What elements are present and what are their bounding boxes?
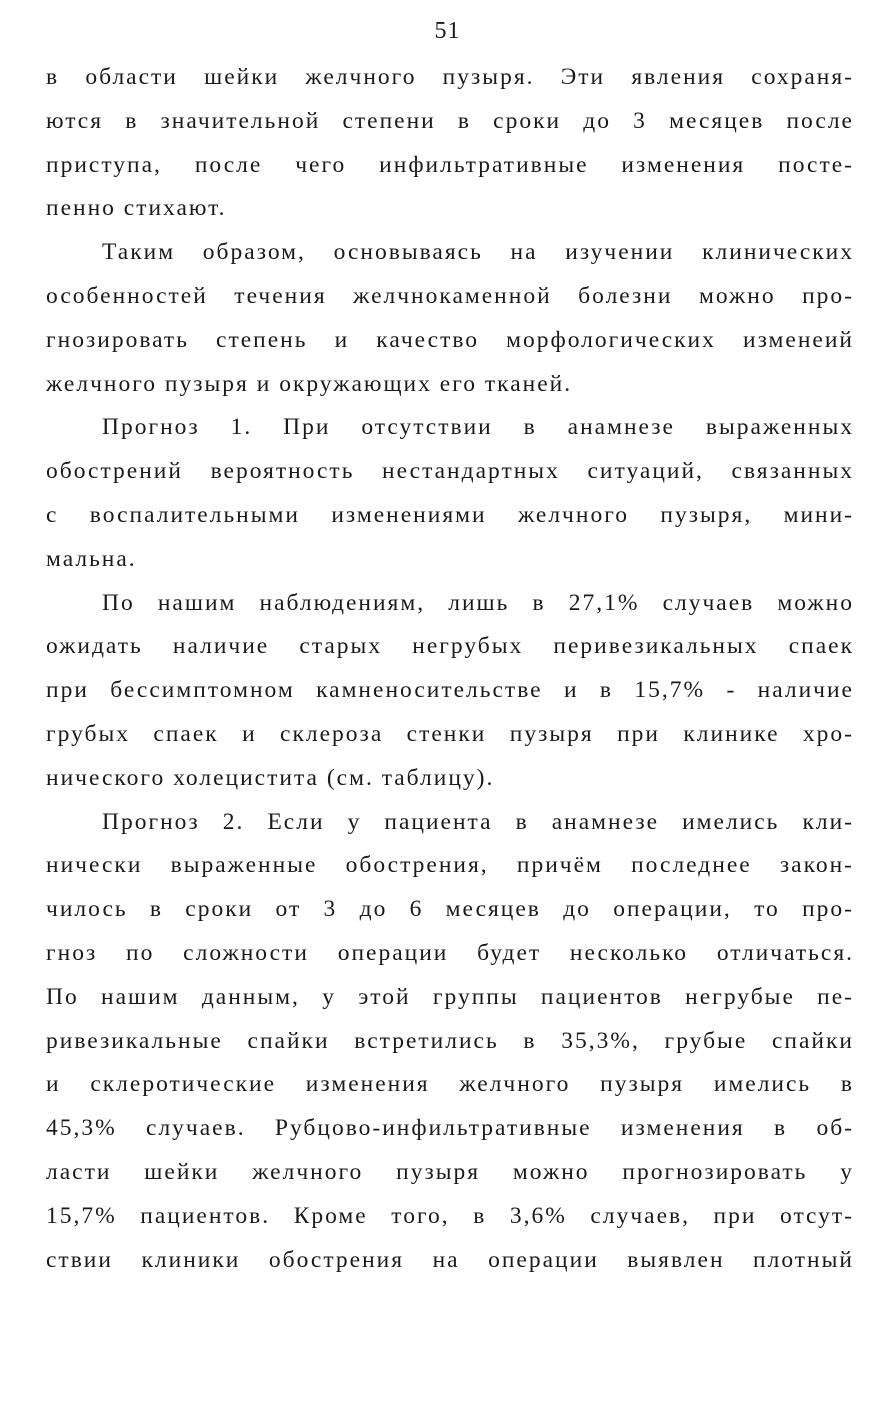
text-line: грубых спаек и склероза стенки пузыря при клинике хро- (46, 720, 854, 747)
text-line: 45,3% случаев. Рубцово-инфильтративные изменения в об- (46, 1115, 854, 1142)
document-body (46, 56, 854, 1282)
text-line: гноз по сложности операции будет несколько отличаться. (46, 939, 854, 966)
paragraph (46, 56, 854, 231)
paragraph (46, 406, 854, 581)
text-line: По нашим данным, у этой группы пациентов негрубые пе- (46, 983, 854, 1010)
text-line: ласти шейки желчного пузыря можно прогнозировать у (46, 1158, 854, 1185)
text-line: с воспалительными изменениями желчного пузыря, мини- (46, 501, 854, 528)
paragraph (46, 231, 854, 406)
text-line: приступа, после чего инфильтративные изменения посте- (46, 151, 854, 178)
text-line: 15,7% пациентов. Кроме того, в 3,6% случаев, при отсут- (46, 1202, 854, 1229)
text-line: при бессимптомном камненосительстве и в 15,7% - наличие (46, 677, 854, 704)
text-line: ривезикальные спайки встретились в 35,3%, грубые спайки (46, 1027, 854, 1054)
text-line: чилось в сроки от 3 до 6 месяцев до операции, то про- (46, 896, 854, 923)
text-line: Прогноз 2. Если у пациента в анамнезе имелись кли- (102, 808, 854, 835)
text-line: особенностей течения желчнокаменной болезни можно про- (46, 282, 854, 309)
text-line: и склеротические изменения желчного пузыря имелись в (46, 1071, 854, 1098)
text-line: нически выраженные обострения, причём последнее закон- (46, 852, 854, 879)
text-line: Таким образом, основываясь на изучении клинических (102, 239, 854, 266)
text-line: гнозировать степень и качество морфологических изменеий (46, 326, 854, 353)
text-line: мальна. (46, 545, 137, 572)
text-line: По нашим наблюдениям, лишь в 27,1% случаев можно (102, 589, 854, 616)
text-line: ствии клиники обострения на операции выявлен плотный (46, 1246, 854, 1273)
text-line: нического холецистита (см. таблицу). (46, 764, 495, 791)
text-line: ожидать наличие старых негрубых перивезикальных спаек (46, 633, 854, 660)
text-line: обострений вероятность нестандартных ситуаций, связанных (46, 458, 854, 485)
text-line: ются в значительной степени в сроки до 3 месяцев после (46, 107, 854, 134)
text-line: в области шейки желчного пузыря. Эти явления сохраня- (46, 64, 854, 90)
text-line: пенно стихают. (46, 195, 227, 222)
text-line: Прогноз 1. При отсутствии в анамнезе выраженных (102, 414, 854, 441)
text-line: желчного пузыря и окружающих его тканей. (46, 370, 573, 397)
page-number: 51 (434, 18, 461, 44)
paragraph (46, 582, 854, 801)
paragraph (46, 801, 854, 1283)
